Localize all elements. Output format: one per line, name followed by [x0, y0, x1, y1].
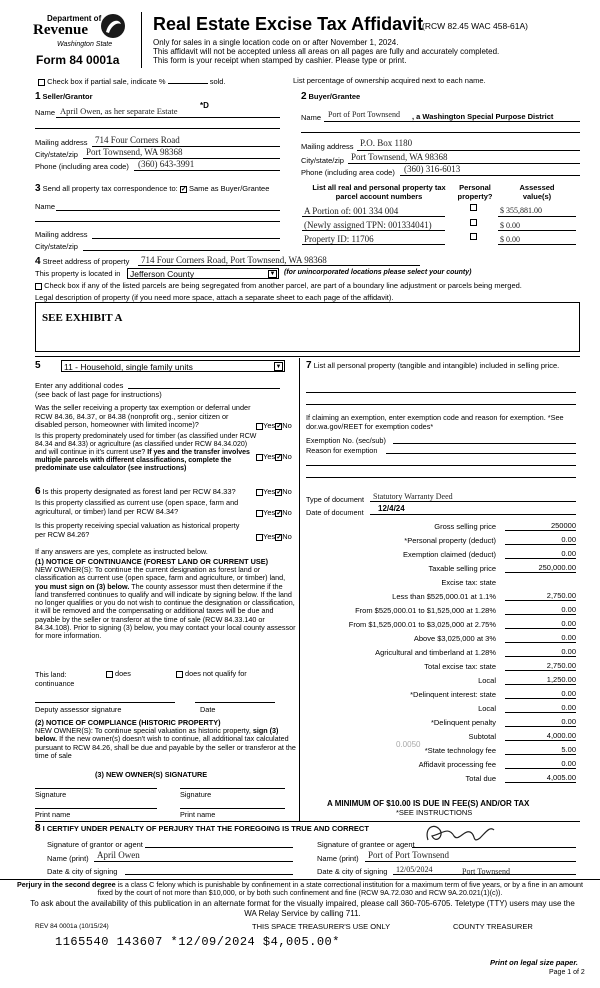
tax-row-label: Local [478, 704, 496, 713]
personal-property-checkbox[interactable] [470, 219, 477, 226]
note-1: Only for sales in a single location code on or after November 1, 2024. [153, 38, 399, 47]
legal-description-box[interactable] [35, 302, 580, 352]
seller-city-label: City/state/zip [35, 150, 78, 159]
deputy-date-label: Date [200, 705, 216, 714]
s3-city-label: City/state/zip [35, 242, 78, 251]
timber-question: Is this property predominately used for timber (as classified under RCW 84.34 and 84.33) or agriculture (as classified under RCW 84.34.020) and will continue in it's current use? If yes and the transfer involves multiple parcels with different classifications, complete the predominate use calculator (see instructions) [35, 433, 257, 472]
land-use-select[interactable]: 11 - Household, single family units ▼ [61, 360, 285, 372]
tax-row-label: Local [478, 676, 496, 685]
county-note: (for unincorporated locations please select your county) [284, 269, 472, 276]
notice-continuance-title: (1) NOTICE OF CONTINUANCE (FOREST LAND OR CURRENT USE) [35, 557, 269, 566]
street-address[interactable]: 714 Four Corners Road, Port Townsend, WA 98368 [141, 255, 327, 265]
county-select[interactable]: Jefferson County ▼ [127, 268, 279, 279]
seller-mail-label: Mailing address [35, 138, 88, 147]
tax-row-value[interactable]: 0.00 [505, 619, 576, 629]
alt-format-note: To ask about the availability of this publication in an alternate format for the visually impaired, please call 360-705-6705. Teletype (TTY) users may use the WA Relay Service by calling 711. [30, 899, 575, 918]
does-not-option: does not qualify for [176, 669, 247, 678]
grantor-sig-label: Signature of grantor or agent [47, 840, 143, 849]
historic-question: Is this property receiving special valuation as historical property per RCW 84.26? [35, 521, 240, 539]
treasurer-use: THIS SPACE TREASURER'S USE ONLY [252, 922, 391, 931]
tax-row-label: *Personal property (deduct) [404, 536, 496, 545]
segregate-row: Check box if any of the listed parcels are being segregated from another parcel, are part of a boundary line adjustment or parcels being merged. [35, 281, 522, 290]
buyer-mail-label: Mailing address [301, 142, 354, 151]
sig-label: Signature [180, 790, 212, 799]
ownership-note: List percentage of ownership acquired next to each name. [293, 76, 486, 85]
forest-yes-no: Yes✓No [256, 487, 292, 496]
historic-yes-no: Yes✓No [256, 532, 292, 541]
personal-property-header: Personal property? [457, 183, 493, 201]
seller-mail[interactable]: 714 Four Corners Road [95, 135, 180, 145]
buyer-header: 2 Buyer/Grantee [301, 91, 361, 102]
yes-checkbox[interactable] [256, 534, 263, 541]
tax-row-label: Above $3,025,000 at 3% [413, 634, 496, 643]
treasurer-stamp: 1165540 143607 *12/09/2024 $4,005.00* [55, 935, 340, 949]
yes-checkbox[interactable] [256, 454, 263, 461]
tax-row-value[interactable]: 0.00 [505, 689, 576, 699]
print-name-label: Print name [35, 810, 71, 819]
note-2: This affidavit will not be accepted unless all areas on all pages are fully and accurately completed. [153, 47, 500, 56]
perjury-note: Perjury in the second degree is a class C felony which is punishable by confinement in a state correctional institution for a maximum term of five years, or by a fine in an amount fixed by the court of not more than $10,000, or by both such confinement and fine (RCW 9A.72.030 and RCW 9A.20.021(1)(c)). [16, 880, 584, 897]
doc-date[interactable]: 12/4/24 [378, 504, 405, 513]
tax-row-value[interactable]: 0.00 [505, 647, 576, 657]
does-checkbox[interactable] [106, 671, 113, 678]
assessed-value[interactable]: $ 0.00 [500, 221, 520, 230]
tax-row-value[interactable]: 4,005.00 [505, 773, 576, 783]
tax-row-value[interactable]: 4,000.00 [505, 731, 576, 741]
exemption-yes-no: Yes✓No [256, 421, 292, 430]
forest-question: 6 Is this property designated as forest land per RCW 84.33? [35, 486, 236, 497]
deputy-signature-label: Deputy assessor signature [35, 705, 122, 714]
partial-sale-row: Check box if partial sale, indicate % sold. [38, 77, 226, 86]
tax-row-value[interactable]: 0.00 [505, 703, 576, 713]
tax-row-value[interactable]: 5.00 [505, 745, 576, 755]
seller-name-label: Name [35, 108, 56, 117]
no-checkbox[interactable]: ✓ [276, 422, 283, 430]
legal-description: SEE EXHIBIT A [42, 312, 123, 324]
column-divider [299, 358, 300, 821]
yes-checkbox[interactable] [256, 510, 263, 517]
grantor-name[interactable]: April Owen [97, 850, 140, 860]
tax-row-label: *Delinquent interest: state [410, 690, 496, 699]
personal-property-checkbox[interactable] [470, 204, 477, 211]
tax-row-label: From $525,000.01 to $1,525,000 at 1.28% [355, 606, 496, 615]
exemption-no-label: Exemption No. (sec/sub) [306, 436, 386, 445]
land-label: This land: [35, 670, 67, 679]
exemption-question: Was the seller receiving a property tax exemption or deferral under RCW 84.36, 84.37, or 84.38 (nonprofit org., senior citizen or disabled person, homeowner with limited income)? [35, 403, 251, 429]
grantee-date[interactable]: 12/05/2024 [396, 865, 433, 874]
legal-label: Legal description of property (if you need more space, attach a separate sheet to each page of the affidavit). [35, 293, 394, 302]
tax-row-value[interactable]: 250,000.00 [505, 563, 576, 573]
segregate-checkbox[interactable] [35, 283, 42, 290]
grantee-name[interactable]: Port of Port Townsend [368, 850, 449, 860]
tax-row-label: Subtotal [468, 732, 496, 741]
buyer-name-cont: , a Washington Special Purpose District [412, 112, 554, 121]
grantor-name-label: Name (print) [47, 854, 89, 863]
buyer-phone[interactable]: (360) 316-6013 [404, 164, 461, 174]
print-legal-note: Print on legal size paper. [490, 958, 578, 967]
tax-row-value[interactable]: 2,750.00 [505, 661, 576, 671]
partial-sale-checkbox[interactable] [38, 79, 45, 86]
seller-name[interactable]: April Owen, as her separate Estate [60, 106, 178, 116]
tax-correspondence-row: 3 Send all property tax correspondence to: ✓ Same as Buyer/Grantee [35, 183, 270, 194]
notice-compliance-title: (2) NOTICE OF COMPLIANCE (HISTORIC PROPERTY) [35, 718, 221, 727]
tax-row-label: Less than $525,000.01 at 1.1% [392, 592, 496, 601]
form-number: Form 84 0001a [36, 53, 120, 67]
no-checkbox[interactable]: ✓ [276, 533, 283, 541]
doc-date-label: Date of document [306, 508, 364, 517]
tax-row-label: Exemption claimed (deduct) [403, 550, 496, 559]
personal-property-list: 7 List all personal property (tangible and intangible) included in selling price. [306, 360, 560, 371]
seller-phone-label: Phone (including area code) [35, 162, 129, 171]
tax-row-label: Excise tax: state [441, 578, 496, 587]
rev-number: REV 84 0001a (10/15/24) [35, 923, 109, 930]
dept-line: Department of [47, 14, 102, 23]
no-checkbox[interactable]: ✓ [276, 488, 283, 496]
wa-state: Washington State [57, 41, 113, 48]
parcel-number[interactable]: A Portion of: 001 334 004 [304, 206, 399, 216]
see-instructions: *SEE INSTRUCTIONS [396, 808, 473, 817]
form-title: Real Estate Excise Tax Affidavit [153, 14, 424, 34]
if-any-note: If any answers are yes, complete as instructed below. [35, 547, 208, 556]
doc-type-label: Type of document [306, 495, 365, 504]
notice-compliance-body: NEW OWNER(S): To continue special valuation as historic property, sign (3) below. If the new owner(s) doesn't wish to continue, all additional tax calculated pursuant to RCW 84.26, shall be due and payable by the seller or transferor at the time of sale [35, 726, 296, 760]
additional-codes-label: Enter any additional codes [35, 381, 124, 390]
minimum-note: A MINIMUM OF $10.00 IS DUE IN FEE(S) AND/OR TAX [327, 799, 530, 808]
seller-phone[interactable]: (360) 643-3991 [138, 159, 195, 169]
rcw-ref: (RCW 82.45 WAC 458-61A) [422, 21, 528, 31]
no-checkbox[interactable]: ✓ [276, 453, 283, 461]
continuance-label: continuance [35, 679, 75, 688]
seller-header: 1 Seller/Grantor [35, 91, 93, 102]
tax-row-value[interactable]: 1,250.00 [505, 675, 576, 685]
timber-yes-no: Yes✓No [256, 452, 292, 461]
grantee-date-label: Date & city of signing [317, 867, 388, 876]
parcel-header: List all real and personal property tax parcel account numbers [312, 183, 446, 201]
s3-name-label: Name [35, 202, 56, 211]
tax-row-label: *State technology fee [424, 746, 496, 755]
street-address-label: 4 Street address of property [35, 256, 130, 267]
buyer-name-label: Name [301, 113, 322, 122]
assessed-value[interactable]: $ 0.00 [500, 235, 520, 244]
doc-type[interactable]: Statutory Warranty Deed [373, 492, 453, 501]
chevron-down-icon[interactable]: ▼ [275, 364, 282, 370]
seller-mark: *D [200, 101, 209, 110]
no-checkbox[interactable]: ✓ [276, 509, 283, 517]
current-use-yes-no: Yes✓No [256, 508, 292, 517]
assessed-header: Assessed value(s) [519, 183, 555, 201]
revenue-logo-text: Revenue [33, 22, 88, 38]
tax-row-label: Affidavit processing fee [418, 760, 496, 769]
parcel-number[interactable]: (Newly assigned TPN: 001334041) [304, 220, 432, 230]
tax-row-label: From $1,525,000.01 to $3,025,000 at 2.75% [348, 620, 496, 629]
local-rate: 0.0050 [396, 740, 421, 749]
exemption-note: If claiming an exemption, enter exemption code and reason for exemption. *See dor.wa.gov/REET for exemption codes* [306, 413, 564, 431]
assessed-value[interactable]: $ 355,881.00 [500, 206, 542, 215]
reason-label: Reason for exemption [306, 446, 378, 455]
does-option: does [106, 669, 131, 678]
grantor-date-label: Date & city of signing [47, 867, 118, 876]
grantee-signature [420, 818, 500, 848]
tax-row-value[interactable]: 0.00 [505, 717, 576, 727]
sig-label: Signature [35, 790, 67, 799]
buyer-name[interactable]: Port of Port Townsend [328, 110, 400, 119]
personal-property-checkbox[interactable] [470, 233, 477, 240]
same-as-buyer-checkbox[interactable]: ✓ [180, 185, 187, 193]
parcel-number[interactable]: Property ID: 11706 [304, 234, 374, 244]
print-name-label: Print name [180, 810, 216, 819]
buyer-mail[interactable]: P.O. Box 1180 [360, 138, 413, 148]
tax-row-value[interactable]: 0.00 [505, 633, 576, 643]
county-treasurer: COUNTY TREASURER [453, 922, 533, 931]
tax-row-label: Gross selling price [434, 522, 496, 531]
grantee-sig-label: Signature of grantee or agent [317, 840, 415, 849]
buyer-city-label: City/state/zip [301, 156, 344, 165]
tax-row-value[interactable]: 0.00 [505, 535, 576, 545]
does-not-checkbox[interactable] [176, 671, 183, 678]
tax-row-value[interactable]: 2,750.00 [505, 591, 576, 601]
buyer-phone-label: Phone (including area code) [301, 168, 395, 177]
revenue-logo-icon [99, 12, 129, 40]
s3-mail-label: Mailing address [35, 230, 88, 239]
certify-title: 8 I CERTIFY UNDER PENALTY OF PERJURY THAT THE FOREGOING IS TRUE AND CORRECT [35, 823, 369, 834]
grantee-name-label: Name (print) [317, 854, 359, 863]
note-3: This form is your receipt when stamped by cashier. Please type or print. [153, 56, 407, 65]
grantee-city[interactable]: Port Townsend [462, 867, 510, 876]
tax-row-value[interactable]: 250000 [505, 521, 576, 531]
page-number: Page 1 of 2 [549, 969, 585, 976]
codes-note: (see back of last page for instructions) [35, 390, 162, 399]
tax-row-value[interactable]: 0.00 [505, 549, 576, 559]
yes-checkbox[interactable] [256, 489, 263, 496]
notice-continuance-body: NEW OWNER(S): To continue the current designation as forest land or classification as current use (open space, farm and agriculture, or timber) land, you must sign on (3) below. The county assessor must then determine if the land transferred continues to qualify and will indicate by signing below. If the land no longer qualifies or you do not wish to continue the designation or classification, it will be removed and the compensating or additional taxes will be due and payable by the seller or transferor at the time of sale (RCW 84.33.140 or 84.34.108). Prior to signing (3) below, you may contact your local county assessor for more information. [35, 565, 296, 641]
buyer-city[interactable]: Port Townsend, WA 98368 [351, 152, 448, 162]
tax-row-label: Total due [465, 774, 496, 783]
tax-row-value[interactable]: 0.00 [505, 759, 576, 769]
new-owner-sig-title: (3) NEW OWNER(S) SIGNATURE [95, 770, 208, 779]
tax-row-value[interactable]: 0.00 [505, 605, 576, 615]
yes-checkbox[interactable] [256, 423, 263, 430]
header-divider [141, 12, 142, 68]
seller-city[interactable]: Port Townsend, WA 98368 [86, 147, 183, 157]
chevron-down-icon[interactable]: ▼ [269, 271, 276, 277]
tax-row-label: *Delinquent penalty [430, 718, 496, 727]
located-in-label: This property is located in [35, 269, 121, 278]
tax-row-label: Total excise tax: state [424, 662, 496, 671]
tax-row-label: Taxable selling price [428, 564, 496, 573]
tax-row-label: Agricultural and timberland at 1.28% [375, 648, 496, 657]
s5-num: 5 [35, 360, 41, 371]
current-use-question: Is this property classified as current use (open space, farm and agricultural, or timber) land per RCW 84.34? [35, 498, 239, 516]
